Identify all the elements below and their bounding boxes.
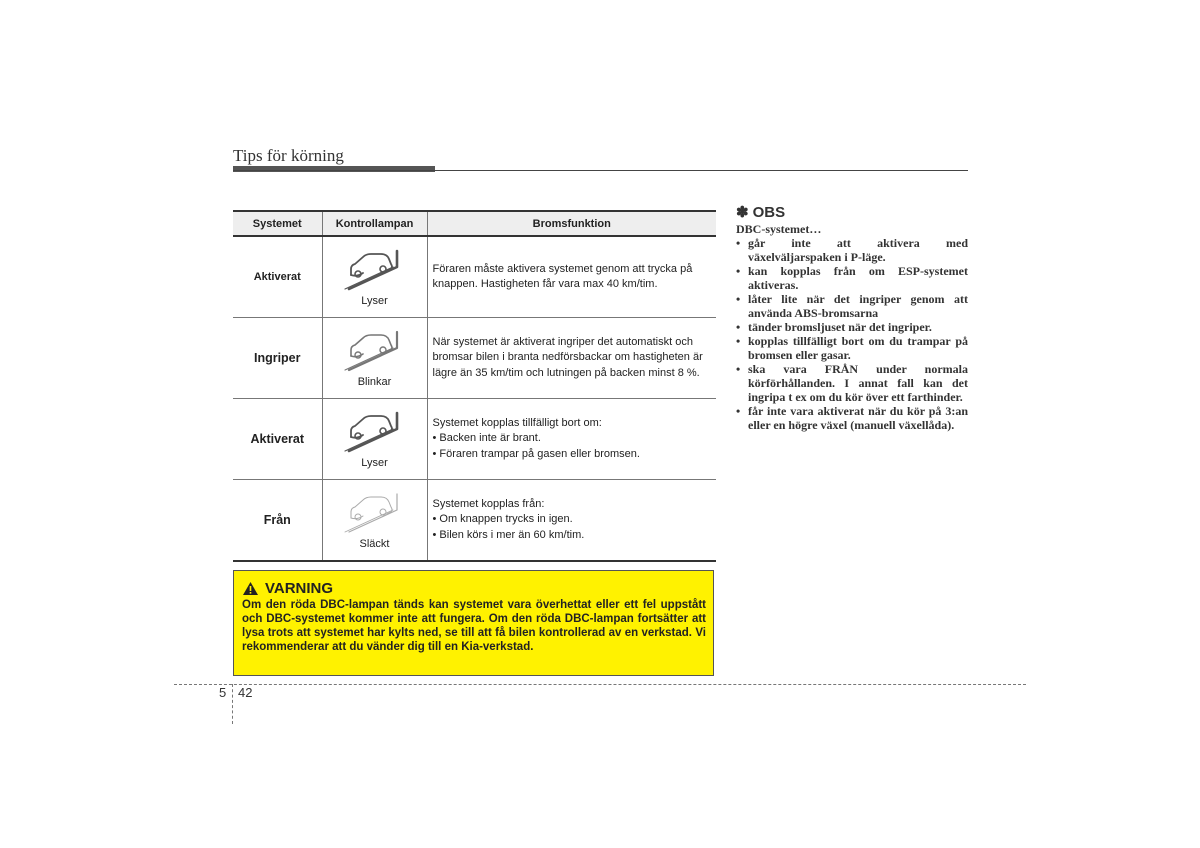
dbc-status-table: [233, 210, 716, 562]
obs-heading: [736, 206, 968, 220]
list-item: • låter lite när det ingriper genom att använda ABS-bromsarna: [736, 292, 968, 320]
list-item: • tänder bromsljuset när det ingriper.: [736, 320, 968, 334]
dbc-hill-car-icon: [343, 409, 407, 455]
page-number: 42: [238, 685, 253, 700]
note-star-icon: ✽: [736, 204, 749, 221]
description-line: Systemet kopplas tillfälligt bort om:: [432, 416, 602, 429]
warning-title: VARNING: [265, 580, 334, 597]
obs-note: [736, 206, 968, 432]
lamp-state-label: Blinkar: [357, 376, 392, 388]
lamp-state-label: Släckt: [359, 538, 390, 550]
system-state: Aktiverat: [233, 236, 322, 318]
footer-vertical-divider: [232, 684, 233, 724]
brake-function-text: [427, 236, 716, 318]
dbc-hill-car-icon: [343, 247, 407, 293]
warning-triangle-icon: [242, 581, 259, 596]
lamp-cell: [322, 480, 427, 562]
table-row: [233, 236, 716, 318]
lamp-state-label: Lyser: [361, 457, 388, 469]
header-rule: [233, 170, 968, 171]
list-item: • kan kopplas från om ESP-systemet aktiveras.: [736, 264, 968, 292]
warning-text: Om den röda DBC-lampan tänds kan systemet vara överhettat eller ett fel uppstått och DBC-systemet kommer inte att fungera. Om den röda DBC-lampan fortsätter att lysa trots att systemet har kylts ned, se till att få bilen kontrollerad av en verkstad. Vi rekommenderar att du vänder dig till en Kia-verkstad.: [242, 599, 706, 653]
lamp-cell: [322, 236, 427, 318]
warning-box: [233, 570, 714, 676]
column-header: Systemet: [233, 211, 322, 236]
description-line: När systemet är aktiverat ingriper det automatiskt och bromsar bilen i branta nedförsbackar om hastigheten är lägre än 35 km/tim och lutningen på backen minst 8 %.: [432, 335, 703, 379]
table-row: [233, 318, 716, 399]
dbc-hill-car-icon: [343, 328, 407, 374]
column-header: Bromsfunktion: [427, 211, 716, 236]
obs-title: OBS: [752, 204, 786, 221]
description-line: • Backen inte är brant.: [432, 432, 541, 445]
header-rule-thick: [233, 166, 435, 172]
brake-function-text: [427, 318, 716, 399]
table-row: [233, 399, 716, 480]
column-header: Kontrollampan: [322, 211, 427, 236]
list-item: • ska vara FRÅN under normala körförhållanden. I annat fall kan det ingripa t ex om du kör över ett farthinder.: [736, 362, 968, 404]
obs-intro: DBC-systemet…: [736, 222, 822, 236]
table-header-row: [233, 211, 716, 236]
brake-function-text: [427, 399, 716, 480]
system-state: Aktiverat: [233, 399, 322, 480]
warning-heading: [242, 580, 706, 597]
brake-function-text: [427, 480, 716, 562]
list-item: • kopplas tillfälligt bort om du trampar på bromsen eller gasar.: [736, 334, 968, 362]
description-line: Föraren måste aktivera systemet genom att trycka på knappen. Hastigheten får vara max 40 km/tim.: [432, 262, 693, 290]
description-line: • Föraren trampar på gasen eller bromsen.: [432, 447, 640, 460]
system-state: Från: [233, 480, 322, 562]
description-line: • Om knappen trycks in igen.: [432, 513, 573, 526]
obs-list: [736, 236, 968, 432]
table-row: [233, 480, 716, 562]
page-header-title: Tips för körning: [233, 146, 344, 165]
footer-divider: [174, 684, 1026, 685]
lamp-cell: [322, 399, 427, 480]
section-number: 5: [219, 685, 227, 700]
list-item: • går inte att aktivera med växelväljarspaken i P-läge.: [736, 236, 968, 264]
list-item: • får inte vara aktiverat när du kör på 3:an eller en högre växel (manuell växellåda).: [736, 404, 968, 432]
description-line: Systemet kopplas från:: [432, 497, 545, 510]
dbc-hill-car-icon: [343, 490, 407, 536]
lamp-cell: [322, 318, 427, 399]
description-line: • Bilen körs i mer än 60 km/tim.: [432, 528, 585, 541]
lamp-state-label: Lyser: [361, 295, 388, 307]
system-state: Ingriper: [233, 318, 322, 399]
